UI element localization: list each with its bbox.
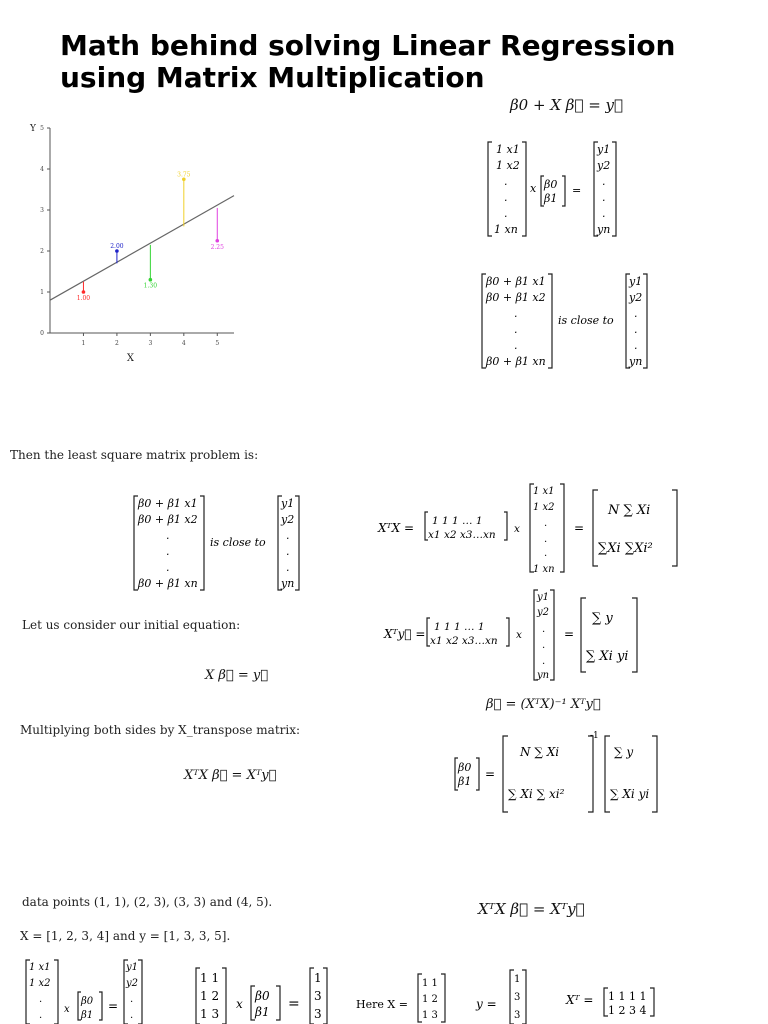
equals-4: = bbox=[485, 767, 496, 781]
data-label: 3.75 bbox=[177, 171, 191, 179]
final-r1: N ∑ Xi bbox=[520, 745, 560, 759]
b-row-1: β0 + β1 x2 bbox=[486, 291, 546, 304]
times-5: x bbox=[236, 997, 243, 1011]
nb1: β1 bbox=[255, 1005, 270, 1019]
y3-row-2: . bbox=[286, 529, 290, 542]
hy-row-2: 3 bbox=[514, 1010, 521, 1021]
y3-row-0: y1 bbox=[281, 497, 295, 510]
y3-row-5: yn bbox=[281, 577, 295, 590]
y4-row-3: . bbox=[542, 640, 546, 651]
y4-row-5: yn bbox=[537, 670, 550, 681]
bx-row-3: . bbox=[39, 1010, 43, 1021]
ny-row-0: 1 bbox=[314, 971, 322, 985]
xt-num-r1: 1 1 1 1 bbox=[608, 990, 647, 1003]
xm2-row-1: 1 x2 bbox=[533, 502, 555, 513]
bb1: β1 bbox=[81, 1010, 94, 1021]
here-x-label: Here X = bbox=[356, 998, 408, 1011]
least-square-intro: Then the least square matrix problem is: bbox=[10, 448, 259, 462]
beta1-label: β1 bbox=[544, 192, 558, 205]
b2-row-0: β0 + β1 x1 bbox=[138, 497, 198, 510]
equals-3: = bbox=[564, 627, 575, 641]
final-solution bbox=[452, 728, 667, 820]
by-row-3: . bbox=[130, 1010, 134, 1021]
by-row-1: y2 bbox=[126, 978, 139, 989]
b2-row-4: . bbox=[166, 561, 170, 574]
xt-row1: 1 1 1 … 1 bbox=[432, 515, 483, 527]
nb0: β0 bbox=[255, 989, 270, 1003]
b2-row-1: β0 + β1 x2 bbox=[138, 513, 198, 526]
multiplying-text: Multiplying both sides by X_transpose matrix: bbox=[20, 723, 301, 737]
bx-row-1: 1 x2 bbox=[29, 978, 51, 989]
xtx-lhs: XᵀX = bbox=[378, 521, 414, 535]
ny-row-2: 3 bbox=[314, 1007, 322, 1021]
data-point bbox=[215, 239, 219, 243]
y3-row-3: . bbox=[286, 545, 290, 558]
times-2: x bbox=[514, 523, 520, 535]
normal-equation-2: XᵀX β⃗ = Xᵀy⃗ bbox=[478, 900, 585, 918]
x-and-y-text: X = [1, 2, 3, 4] and y = [1, 3, 3, 5]. bbox=[20, 929, 231, 943]
b-row-2: . bbox=[514, 307, 518, 320]
xm-row-1: 1 x2 bbox=[496, 159, 520, 172]
xtx-res-r2: ∑Xi ∑Xi² bbox=[598, 541, 653, 556]
xty-equation bbox=[382, 588, 652, 684]
close-to-text-2: is close to bbox=[210, 536, 266, 549]
final-rhs-r2: ∑ Xi yi bbox=[610, 787, 650, 801]
beta0-label: β0 bbox=[544, 178, 558, 191]
matrix-close-1 bbox=[480, 272, 655, 372]
y-tick-label: 2 bbox=[40, 248, 44, 255]
times-4: x bbox=[64, 1004, 70, 1015]
y2-row-1: y2 bbox=[629, 291, 643, 304]
bottom-equations bbox=[20, 958, 760, 1024]
matrix-equation-1 bbox=[486, 140, 626, 240]
xm-row-4: . bbox=[504, 207, 508, 220]
xt2-row2: x1 x2 x3…xn bbox=[430, 635, 498, 647]
hy-row-1: 3 bbox=[514, 992, 521, 1003]
hx-row-2: 1 3 bbox=[422, 1010, 438, 1021]
hy-row-0: 1 bbox=[514, 974, 521, 985]
b-row-3: . bbox=[514, 323, 518, 336]
data-point bbox=[149, 278, 153, 282]
y-tick-label: 3 bbox=[40, 207, 44, 214]
xty-res-r1: ∑ y bbox=[592, 611, 613, 626]
y-row-0: y1 bbox=[597, 143, 611, 156]
times-3: x bbox=[516, 629, 522, 641]
bb0: β0 bbox=[81, 996, 94, 1007]
xm2-row-3: . bbox=[544, 534, 548, 545]
initial-equation: X β⃗ = y⃗ bbox=[205, 668, 269, 683]
model-equation: β0 + X β⃗ = y⃗ bbox=[510, 96, 624, 114]
x-tick-label: 3 bbox=[148, 340, 153, 347]
beta0-final: β0 bbox=[458, 761, 472, 774]
xm2-row-2: . bbox=[544, 518, 548, 529]
y3-row-1: y2 bbox=[281, 513, 295, 526]
consider-text: Let us consider our initial equation: bbox=[22, 618, 241, 632]
y-row-4: . bbox=[602, 207, 606, 220]
x-tick-label: 5 bbox=[215, 340, 220, 347]
equals-6: = bbox=[288, 996, 300, 1012]
final-rhs-r1: ∑ y bbox=[614, 745, 634, 759]
equals-5: = bbox=[108, 999, 119, 1013]
regression-line bbox=[50, 196, 234, 301]
x-tick-label: 1 bbox=[81, 340, 86, 347]
y-tick-label: 0 bbox=[40, 330, 44, 337]
y2-row-0: y1 bbox=[629, 275, 643, 288]
data-label: 2.00 bbox=[110, 243, 124, 250]
y-tick-label: 4 bbox=[40, 166, 44, 173]
y-axis-label: Y bbox=[30, 124, 36, 134]
x-axis-label: X bbox=[126, 353, 135, 364]
by-row-0: y1 bbox=[126, 962, 139, 973]
data-point bbox=[82, 290, 86, 294]
nx-row-1: 1 2 bbox=[200, 989, 220, 1003]
xt-eq-label: Xᵀ = bbox=[566, 993, 594, 1007]
y-tick-label: 1 bbox=[40, 289, 44, 296]
y-row-1: y2 bbox=[597, 159, 611, 172]
data-points-text: data points (1, 1), (2, 3), (3, 3) and (4, 5). bbox=[22, 895, 273, 909]
y-eq-label: y = bbox=[476, 997, 497, 1011]
y2-row-2: . bbox=[634, 307, 638, 320]
matrix-close-2 bbox=[132, 494, 307, 594]
b2-row-2: . bbox=[166, 529, 170, 542]
normal-equation: XᵀX β⃗ = Xᵀy⃗ bbox=[184, 768, 277, 783]
xtx-equation bbox=[376, 480, 686, 576]
times-sign: x bbox=[530, 182, 537, 195]
hx-row-0: 1 1 bbox=[422, 978, 438, 989]
b-row-5: β0 + β1 xn bbox=[486, 355, 546, 368]
data-label: 1.30 bbox=[143, 282, 158, 290]
final-r2: ∑ Xi ∑ xi² bbox=[508, 787, 565, 801]
y-row-5: yn bbox=[597, 223, 611, 236]
y-row-2: . bbox=[602, 175, 606, 188]
data-label: 2.25 bbox=[210, 243, 224, 251]
equals-2: = bbox=[574, 521, 585, 535]
b2-row-5: β0 + β1 xn bbox=[138, 577, 198, 590]
y-row-3: . bbox=[602, 191, 606, 204]
y3-row-4: . bbox=[286, 561, 290, 574]
b-row-4: . bbox=[514, 339, 518, 352]
xty-res-r2: ∑ Xi yi bbox=[586, 649, 629, 664]
y2-row-5: yn bbox=[629, 355, 643, 368]
y2-row-3: . bbox=[634, 323, 638, 336]
bx-row-0: 1 x1 bbox=[29, 962, 51, 973]
y4-row-1: y2 bbox=[537, 607, 550, 618]
xty-lhs: Xᵀy⃗ = bbox=[384, 627, 426, 641]
hx-row-1: 1 2 bbox=[422, 994, 438, 1005]
by-row-2: . bbox=[130, 994, 134, 1005]
xt-num-r2: 1 2 3 4 bbox=[608, 1004, 647, 1017]
xm-row-5: 1 xn bbox=[494, 223, 518, 236]
close-to-text: is close to bbox=[558, 314, 614, 327]
nx-row-2: 1 3 bbox=[200, 1007, 220, 1021]
beta-solution: β⃗ = (XᵀX)⁻¹ Xᵀy⃗ bbox=[486, 697, 601, 712]
regression-chart bbox=[20, 118, 250, 368]
y2-row-4: . bbox=[634, 339, 638, 352]
xt2-row1: 1 1 1 … 1 bbox=[434, 621, 485, 633]
xt-row2: x1 x2 x3…xn bbox=[428, 529, 496, 541]
data-label: 1.00 bbox=[76, 295, 91, 302]
y4-row-0: y1 bbox=[537, 592, 550, 603]
nx-row-0: 1 1 bbox=[200, 971, 220, 985]
b2-row-3: . bbox=[166, 545, 170, 558]
xm-row-2: . bbox=[504, 175, 508, 188]
y-tick-label: 5 bbox=[40, 125, 44, 132]
xtx-res-r1: N ∑ Xi bbox=[608, 503, 651, 518]
xm2-row-4: . bbox=[544, 548, 548, 559]
b-row-0: β0 + β1 x1 bbox=[486, 275, 546, 288]
y4-row-4: . bbox=[542, 656, 546, 667]
page-title: Math behind solving Linear Regression using Matrix Multiplication bbox=[60, 29, 676, 94]
x-tick-label: 2 bbox=[114, 340, 119, 347]
inverse-exponent: -1 bbox=[590, 731, 599, 741]
xm2-row-5: 1 xn bbox=[533, 564, 555, 575]
y4-row-2: . bbox=[542, 624, 546, 635]
ny-row-1: 3 bbox=[314, 989, 322, 1003]
xm-row-3: . bbox=[504, 191, 508, 204]
xm2-row-0: 1 x1 bbox=[533, 486, 555, 497]
bx-row-2: . bbox=[39, 994, 43, 1005]
beta1-final: β1 bbox=[458, 775, 472, 788]
xm-row-0: 1 x1 bbox=[496, 143, 520, 156]
equals-sign: = bbox=[572, 184, 582, 197]
x-tick-label: 4 bbox=[181, 340, 186, 347]
